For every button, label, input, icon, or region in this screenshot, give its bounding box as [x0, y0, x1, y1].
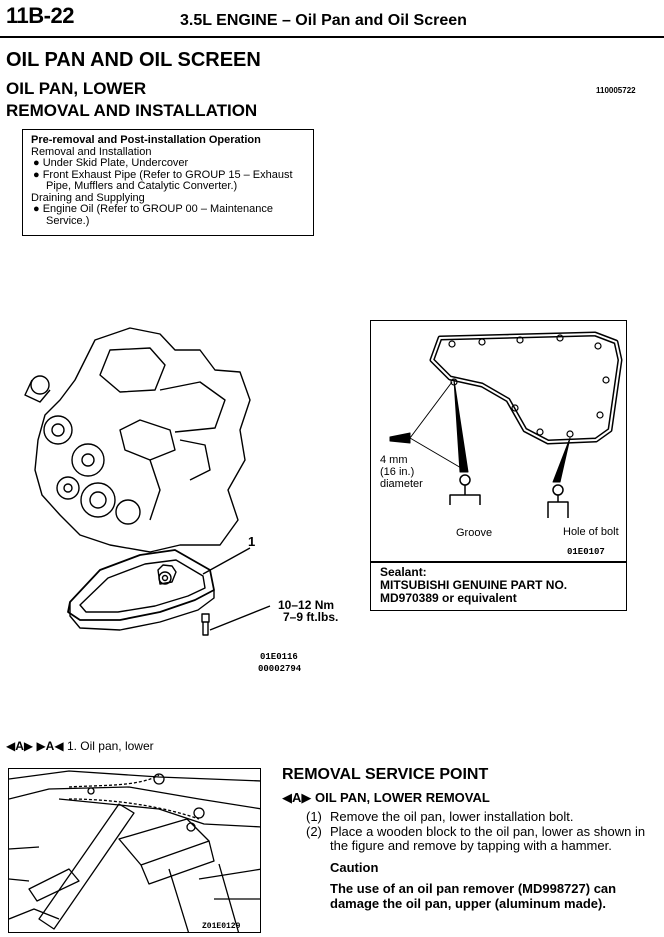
document-code: 110005722	[596, 86, 636, 95]
groove-label: Groove	[456, 527, 493, 539]
pre-removal-title: Pre-removal and Post-installation Operation	[31, 134, 261, 146]
engine-oil-pan-illustration	[0, 320, 365, 700]
header-rule	[0, 36, 664, 38]
page-number: 11B-22	[6, 3, 74, 28]
pre-removal-bullet: ● Engine Oil (Refer to GROUP 00 – Maintenance Service.)	[33, 203, 274, 227]
bead-size-inch: (16 in.)	[380, 466, 415, 478]
bolt-hole-label: Hole of bolt	[563, 526, 619, 538]
sealant-title: Sealant:	[380, 565, 427, 579]
procedure-steps	[306, 810, 658, 854]
step-number: (1)	[306, 809, 322, 824]
pre-removal-bullet: ● Front Exhaust Pipe (Refer to GROUP 15 – Exhaust Pipe, Mufflers and Catalytic Converter.)	[33, 168, 293, 192]
caution-text: The use of an oil pan remover (MD998727) can damage the oil pan, upper (aluminum made).	[330, 881, 617, 911]
sealant-bead-illustration	[370, 320, 627, 560]
torque-nm: 10–12 Nm	[278, 598, 335, 612]
main-title: OIL PAN AND OIL SCREEN	[6, 49, 261, 71]
service-mark: ◀A▶	[282, 790, 312, 805]
pre-removal-bullet: ● Under Skid Plate, Undercover	[33, 157, 189, 169]
step-text: Remove the oil pan, lower installation bolt.	[330, 809, 574, 824]
bead-size: 4 mm	[380, 454, 408, 466]
sealant-part-number: MITSUBISHI GENUINE PART NO.	[380, 578, 568, 592]
service-subtitle-text: OIL PAN, LOWER REMOVAL	[315, 790, 490, 805]
hammer-wood-block-illustration	[9, 769, 261, 933]
pre-removal-box	[22, 129, 314, 236]
figure-code: 00002794	[258, 664, 302, 674]
parts-list-item: 1. Oil pan, lower	[66, 739, 154, 753]
torque-ftlbs: 7–9 ft.lbs.	[283, 610, 339, 624]
service-point-subtitle	[282, 790, 490, 806]
callout-number: 1	[248, 534, 256, 549]
step-text: Place a wooden block to the oil pan, lower as shown in the figure and remove by tapping with a hammer.	[330, 823, 646, 853]
sealant-spec	[380, 566, 620, 605]
procedure-step	[306, 810, 658, 825]
figure-code: Z01E0129	[202, 922, 241, 931]
sub-title: OIL PAN, LOWER	[6, 79, 147, 98]
figure-code: 01E0107	[567, 547, 605, 557]
service-point-marks: ◀A▶ ▶A◀	[6, 739, 64, 753]
bead-diameter: diameter	[380, 478, 423, 490]
step-number: (2)	[306, 823, 322, 839]
procedure-step	[306, 825, 658, 854]
sealant-divider	[370, 561, 627, 563]
pre-removal-line: Draining and Supplying	[31, 191, 145, 204]
removal-figure	[8, 768, 261, 933]
caution-title: Caution	[330, 860, 379, 875]
parts-list	[6, 739, 154, 753]
service-point-title: REMOVAL SERVICE POINT	[282, 766, 489, 783]
sealant-part-number: MD970389 or equivalent	[380, 591, 517, 605]
section-title: 3.5L ENGINE – Oil Pan and Oil Screen	[180, 12, 467, 29]
figure-code: 01E0116	[260, 652, 298, 662]
procedure-title: REMOVAL AND INSTALLATION	[6, 101, 258, 120]
pre-removal-line: Removal and Installation	[31, 145, 152, 158]
